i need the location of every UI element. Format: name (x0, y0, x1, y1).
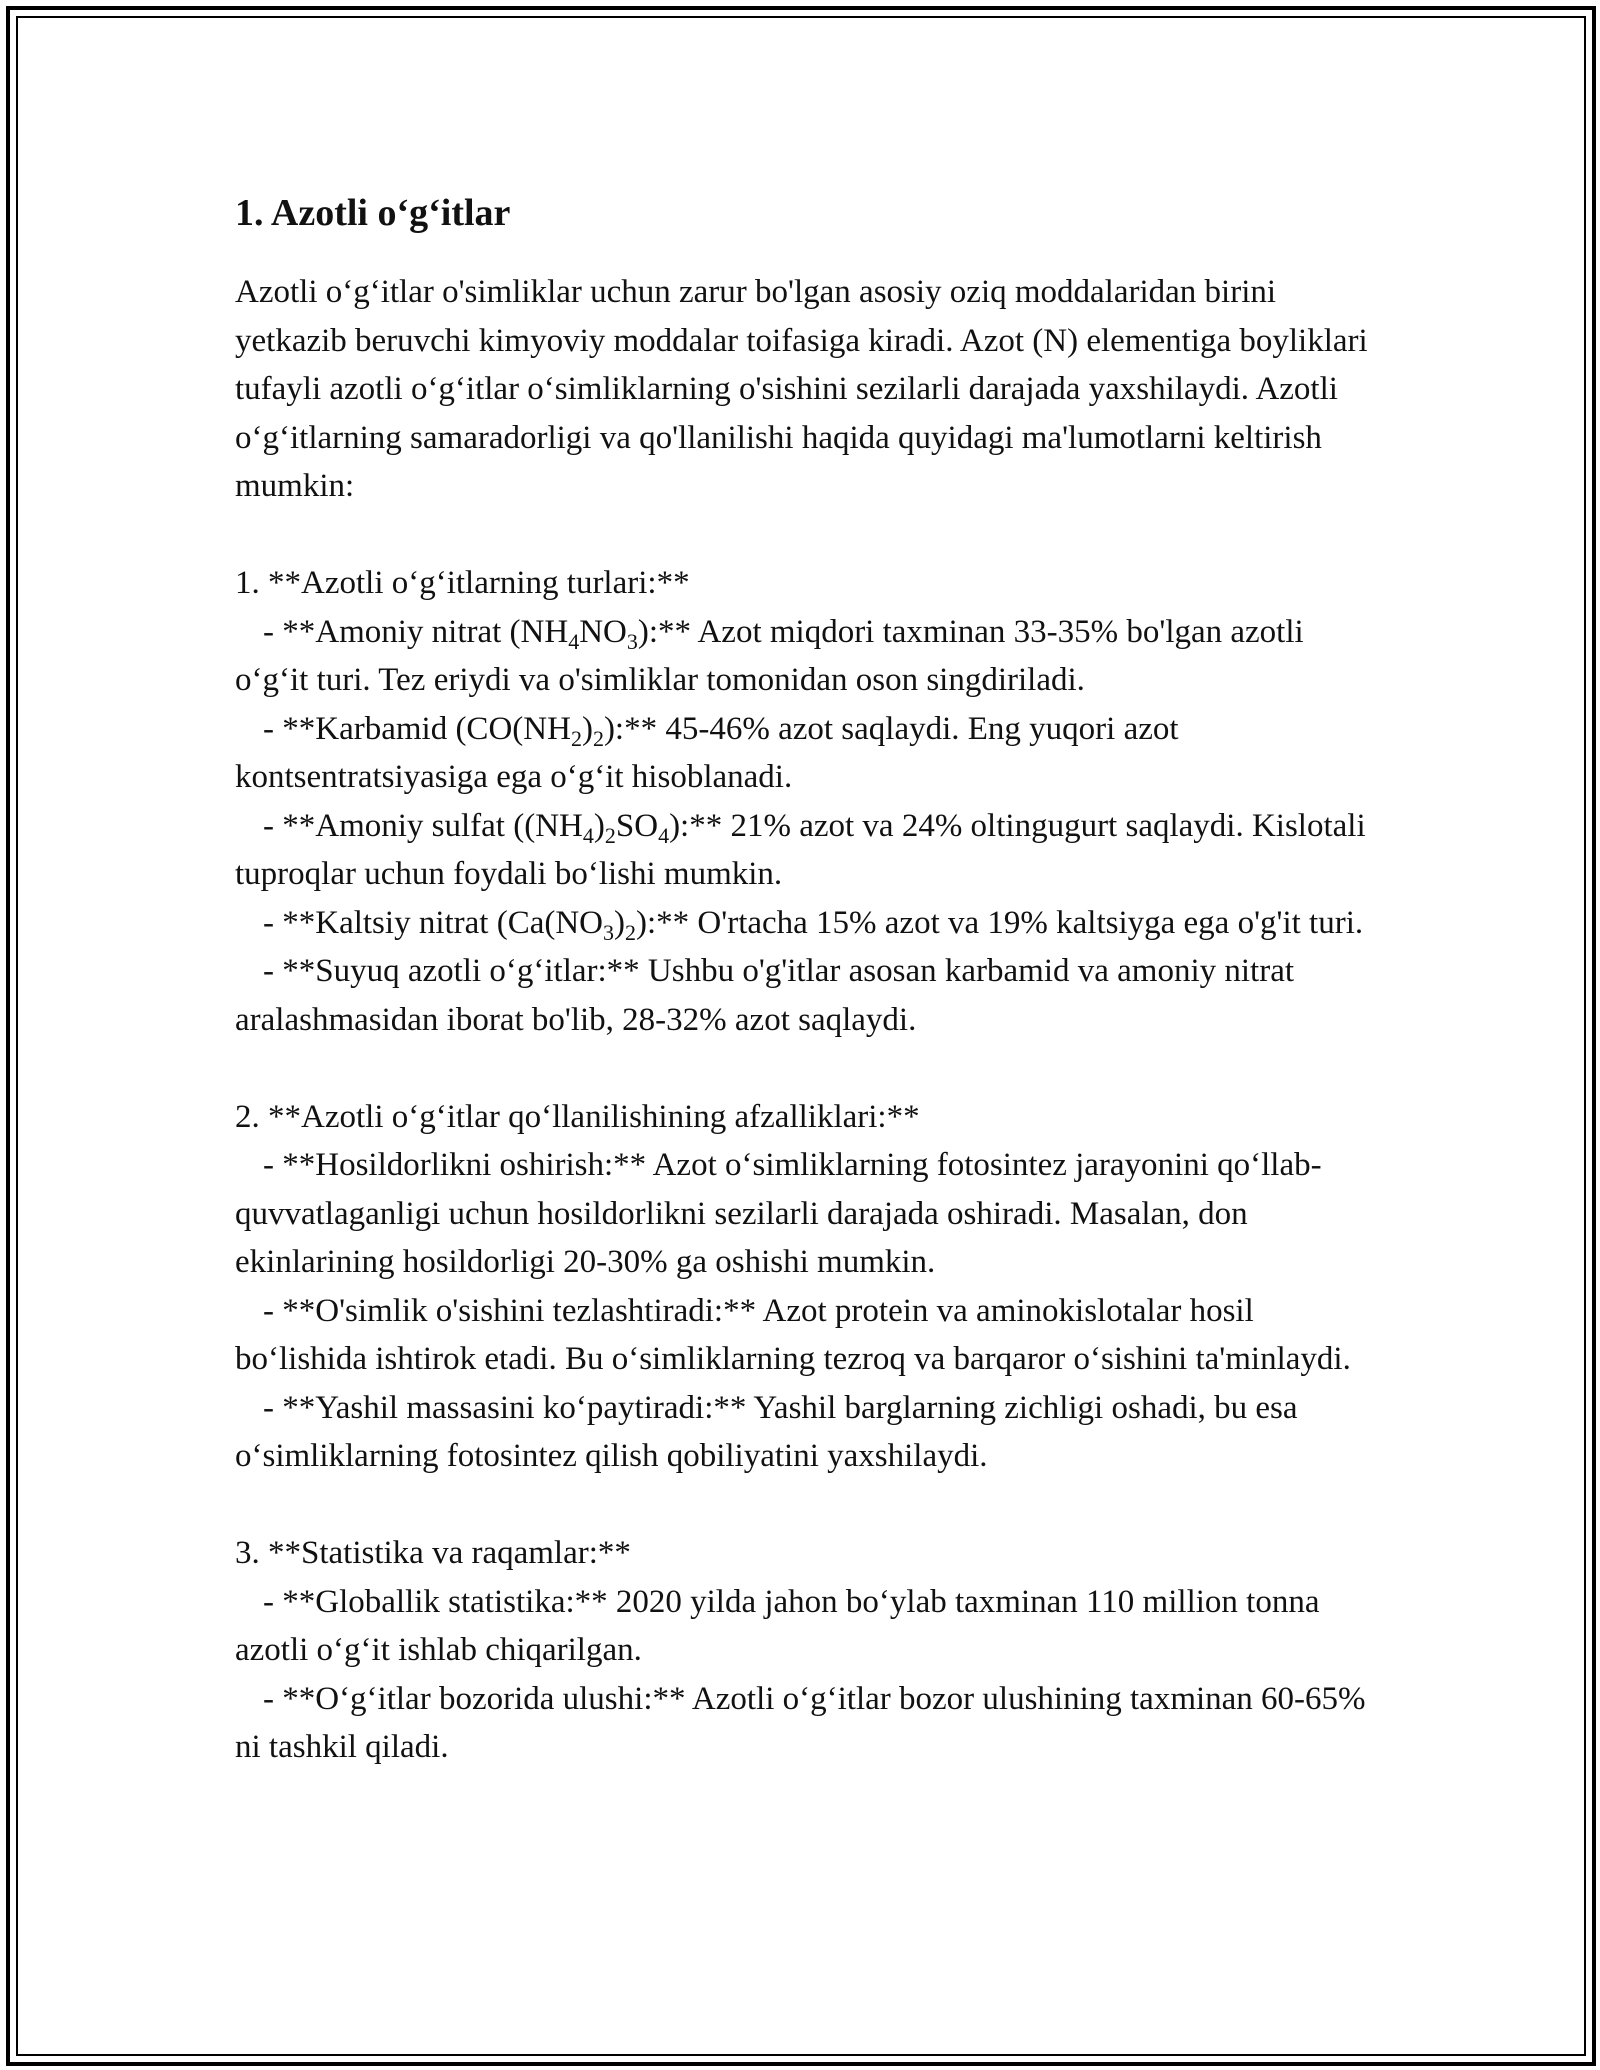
spacer (235, 1044, 1375, 1093)
list-title-types: 1. **Azotli o‘g‘itlarning turlari:** (235, 565, 690, 601)
document-body (235, 188, 1375, 1772)
list-item-global-stats: - **Globallik statistika:** 2020 yilda jahon bo‘ylab taxminan 110 million tonna azotli o‘g‘it ishlab chiqarilgan. (235, 1583, 1320, 1668)
spacer (235, 1481, 1375, 1530)
list-title-advantages: 2. **Azotli o‘g‘itlar qo‘llanilishining afzalliklari:** (235, 1098, 920, 1135)
list-item-growth: - **O'simlik o'sishini tezlashtiradi:** Azot protein va aminokislotalar hosil bo‘lishida ishtirok etadi. Bu o‘simliklarning tezroq va barqaror o‘sishini ta'minlaydi. (235, 1292, 1351, 1377)
list-item-ammonium-sulfate: - **Amoniy sulfat $((NH_4)_2SO_4):**$ 21% azot va 24% oltingugurt saqlaydi. Kislotali tuproqlar uchun foydali bo‘lishi mumkin. (235, 807, 1366, 892)
list-item-market-share: - **O‘g‘itlar bozorida ulushi:** Azotli o‘g‘itlar bozor ulushining taxminan 60-65% ni tashkil qiladi. (235, 1680, 1366, 1765)
list-item-calcium-nitrate: - **Kaltsiy nitrat $(Ca(NO_3)_2):**$ O'rtacha 15% azot va 19% kaltsiyga ega o'g'it turi. (263, 904, 1364, 945)
list-item-liquid-fertilizers: - **Suyuq azotli o‘g‘itlar:** Ushbu o'g'itlar asosan karbamid va amoniy nitrat aralashmasidan iborat bo'lib, 28-32% azot saqlaydi. (235, 953, 1295, 1038)
list-item-green-mass: - **Yashil massasini ko‘paytiradi:** Yashil barglarning zichligi oshadi, bu esa o‘simliklarning fotosintez qilish qobiliyatini yaxshilaydi. (235, 1389, 1298, 1474)
section-heading: 1. Azotli o‘g‘itlar (235, 192, 511, 234)
list-item-ammonium-nitrate: - **Amoniy nitrat $(NH_4NO_3):**$ Azot miqdori taxminan 33-35% bo'lgan azotli o‘g‘it turi. Tez eriydi va o'simliklar tomonidan oson singdiriladi. (235, 613, 1304, 698)
list-item-yield: - **Hosildorlikni oshirish:** Azot o‘simliklarning fotosintez jarayonini qo‘llab-quvvatlaganligi uchun hosildorlikni sezilarli darajada oshiradi. Masalan, don ekinlarining hosildorligi 20-30% ga oshishi mumkin. (235, 1147, 1322, 1280)
list-title-statistics: 3. **Statistika va raqamlar:** (235, 1535, 631, 1571)
list-item-urea: - **Karbamid $(CO(NH_2)_2):**$ 45-46% azot saqlaydi. Eng yuqori azot kontsentratsiyasiga ega o‘g‘it hisoblanadi. (235, 710, 1179, 795)
spacer (235, 511, 1375, 560)
intro-paragraph: Azotli o‘g‘itlar o'simliklar uchun zarur bo'lgan asosiy oziq moddalaridan birini yetkazib beruvchi kimyoviy moddalar toifasiga kiradi. Azot (N) elementiga boyliklari tufayli azotli o‘g‘itlar o‘simliklarning o'sishini sezilarli darajada yaxshilaydi. Azotli o‘g‘itlarning samaradorligi va qo'llanilishi haqida quyidagi ma'lumotlarni keltirish mumkin: (235, 274, 1368, 504)
